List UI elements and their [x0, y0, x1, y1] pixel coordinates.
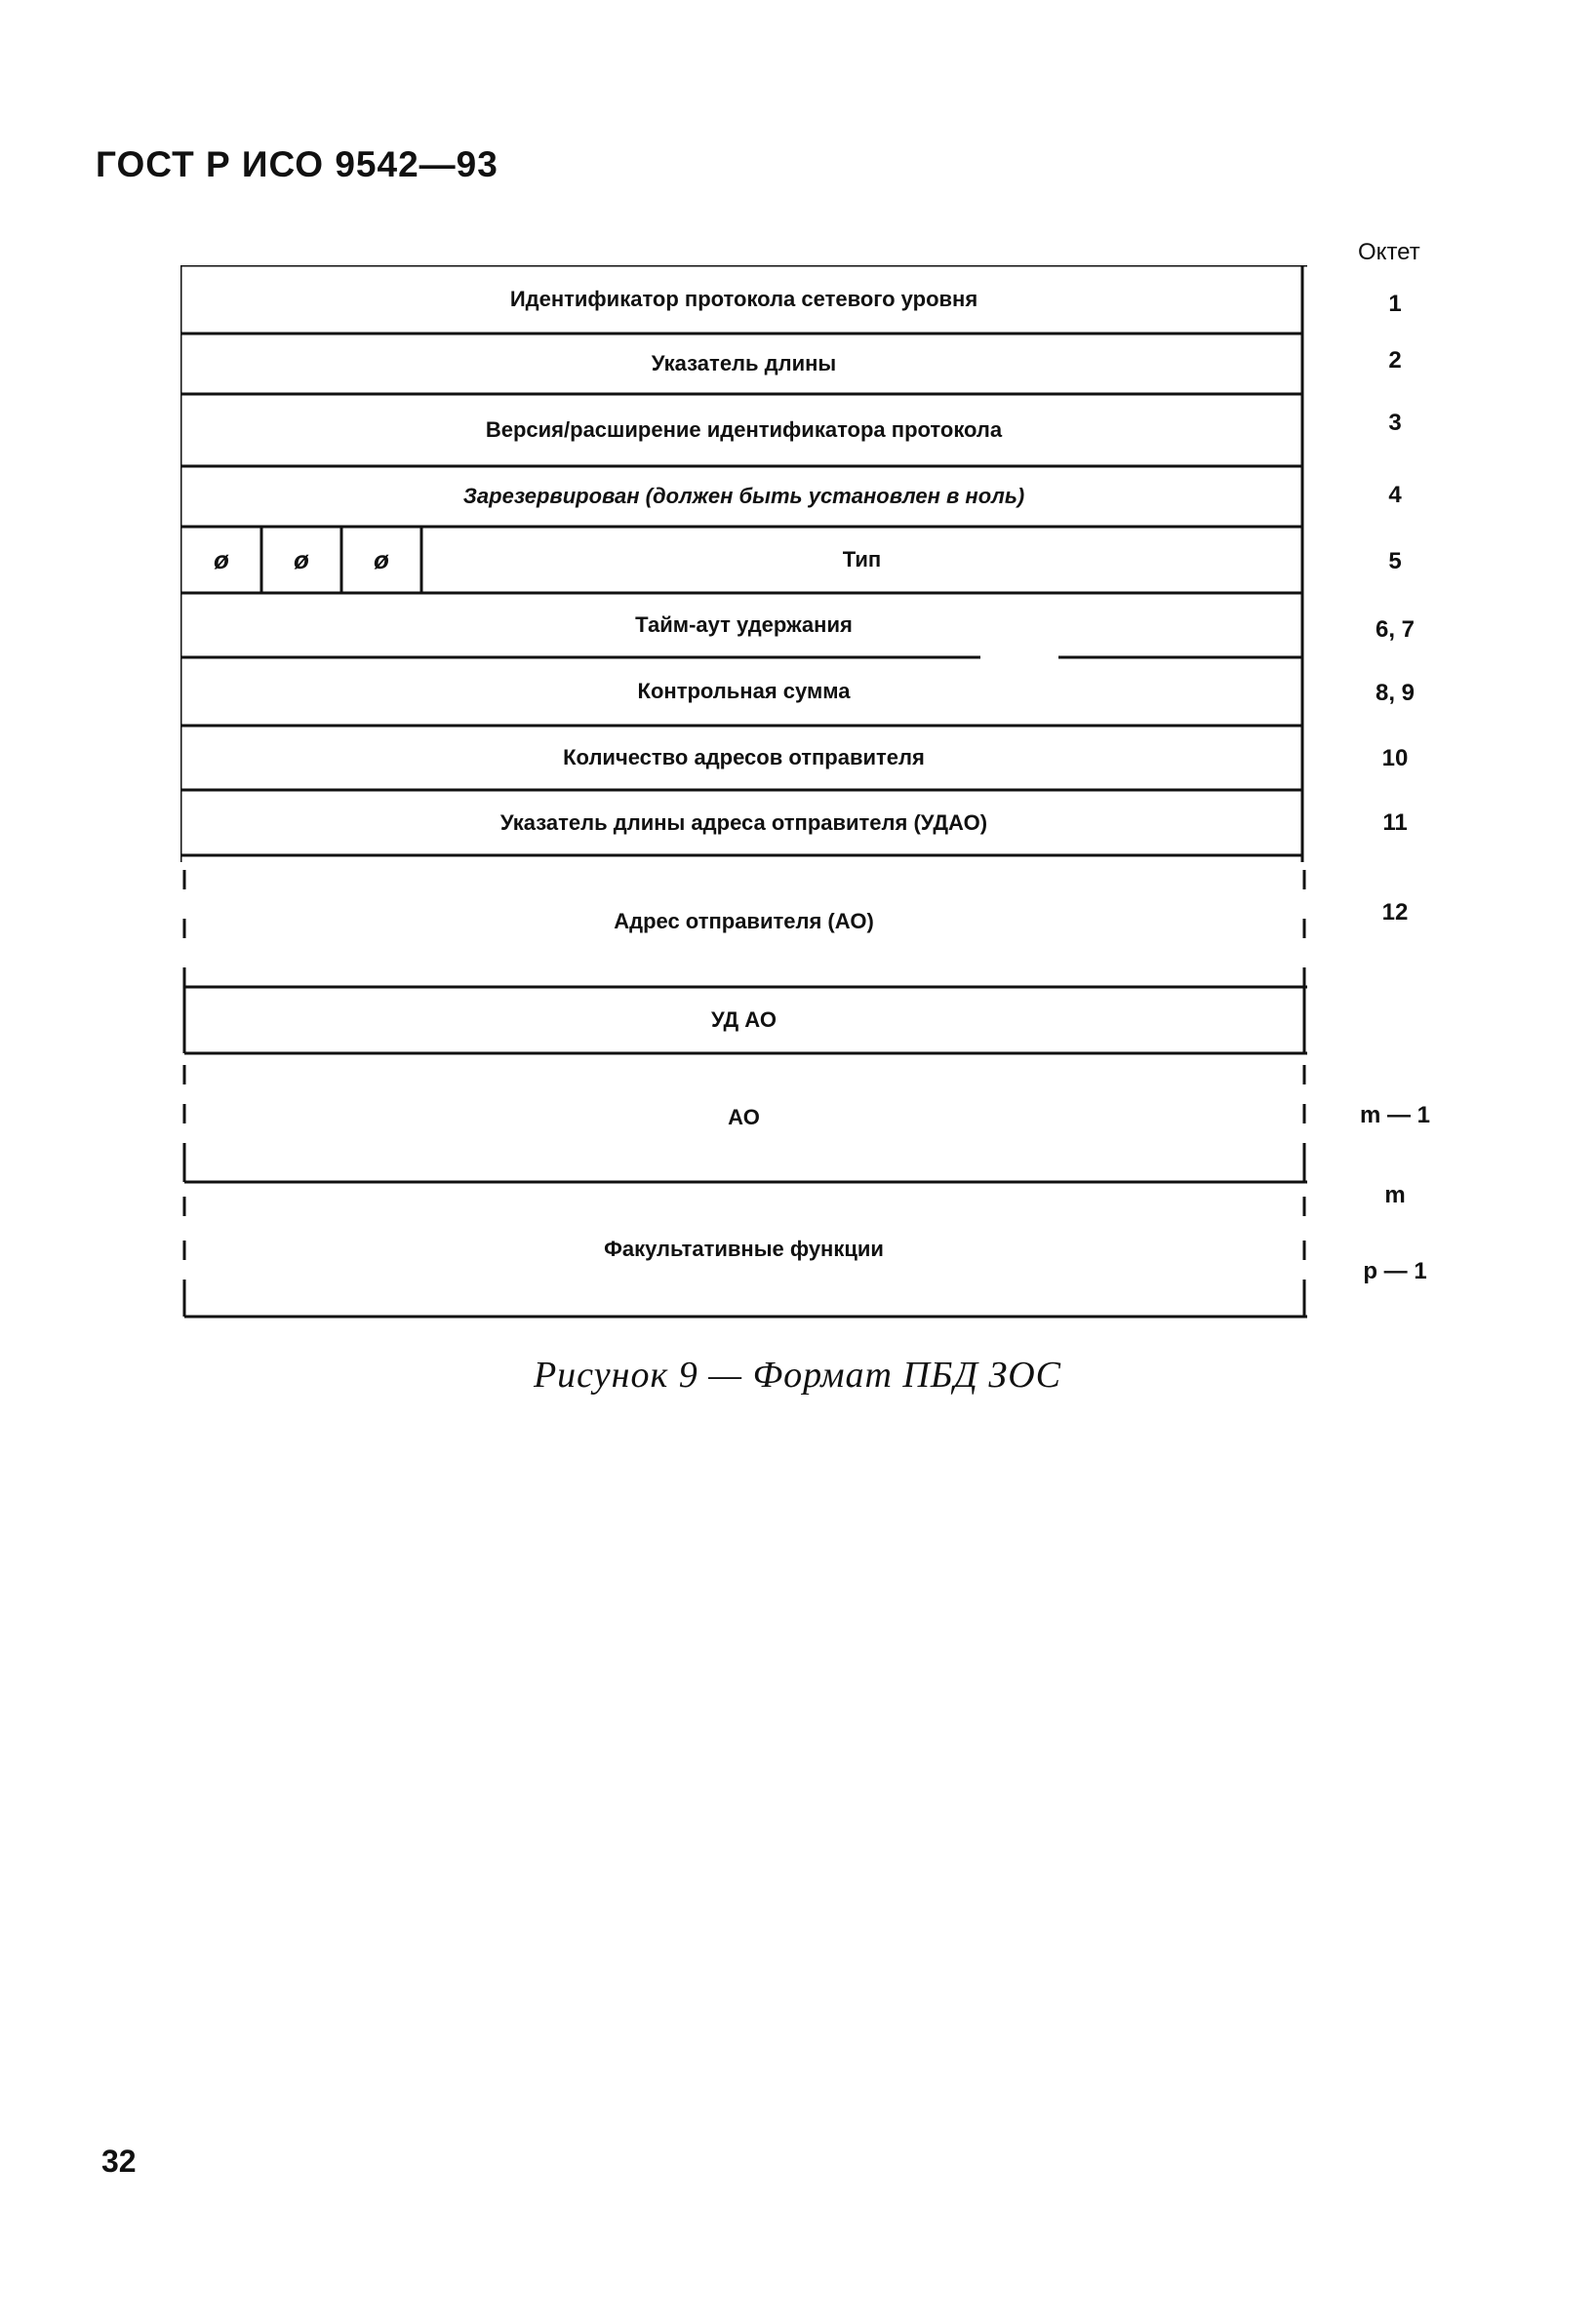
bit-cell-2: ø — [294, 544, 309, 574]
page-number: 32 — [101, 2144, 137, 2179]
row-optional-functions — [180, 1182, 1307, 1317]
octet-label: 11 — [1382, 809, 1408, 836]
octet-label: 12 — [1381, 899, 1409, 926]
row-sal-ao — [180, 987, 1307, 1053]
row-label: Зарезервирован (должен быть установлен в ноль) — [462, 484, 1025, 508]
octet-label: 6, 7 — [1375, 616, 1416, 643]
row-length-indicator — [180, 334, 1307, 394]
figure-caption-text: Рисунок 9 — Формат ПБД ЗОС — [533, 1355, 1062, 1396]
row-source-address — [180, 855, 1307, 987]
row-label: УД АО — [710, 1007, 778, 1032]
row-reserved — [180, 466, 1307, 527]
row-version-extension — [180, 394, 1307, 466]
octet-column-title: Октет — [1358, 239, 1420, 265]
document-code-header: ГОСТ Р ИСО 9542—93 — [96, 144, 498, 184]
octet-label: 5 — [1388, 548, 1402, 574]
row-label: Идентификатор протокола сетевого уровня — [509, 287, 978, 311]
row-label: Адрес отправителя (АО) — [614, 908, 874, 933]
octet-label: 4 — [1388, 482, 1402, 508]
octet-label: 1 — [1388, 291, 1402, 317]
figure-caption — [0, 1354, 1595, 1397]
octet-label: 3 — [1388, 410, 1402, 436]
octet-label: 10 — [1381, 745, 1409, 771]
row-label: Количество адресов отправителя — [563, 745, 925, 769]
octet-label: m — 1 — [1359, 1102, 1431, 1128]
row-label: Версия/расширение идентификатора протокола — [485, 417, 1003, 442]
row-label: Указатель длины — [651, 351, 837, 375]
row-type — [421, 527, 1302, 593]
row-source-address-length — [180, 790, 1307, 855]
row-label: АО — [728, 1105, 760, 1129]
octet-label: p — 1 — [1363, 1258, 1427, 1284]
octet-label: 2 — [1388, 347, 1402, 374]
row-label: Контрольная сумма — [637, 679, 851, 703]
octet-label: m — [1384, 1182, 1406, 1208]
octet-label: 8, 9 — [1375, 680, 1416, 706]
row-network-protocol-id — [180, 265, 1307, 334]
row-label: Указатель длины адреса отправителя (УДАО) — [499, 809, 988, 835]
row-label: Тайм-аут удержания — [635, 612, 853, 637]
row-source-address-count — [180, 726, 1307, 790]
bit-cell-1: ø — [214, 544, 229, 574]
bit-cell-3: ø — [374, 544, 389, 574]
row-ao — [180, 1053, 1307, 1182]
row-label: Факультативные функции — [604, 1237, 884, 1261]
row-checksum — [180, 657, 1307, 726]
row-label: Тип — [842, 547, 882, 571]
pdu-format-diagram — [180, 265, 1307, 1320]
row-hold-timeout — [180, 593, 1307, 657]
